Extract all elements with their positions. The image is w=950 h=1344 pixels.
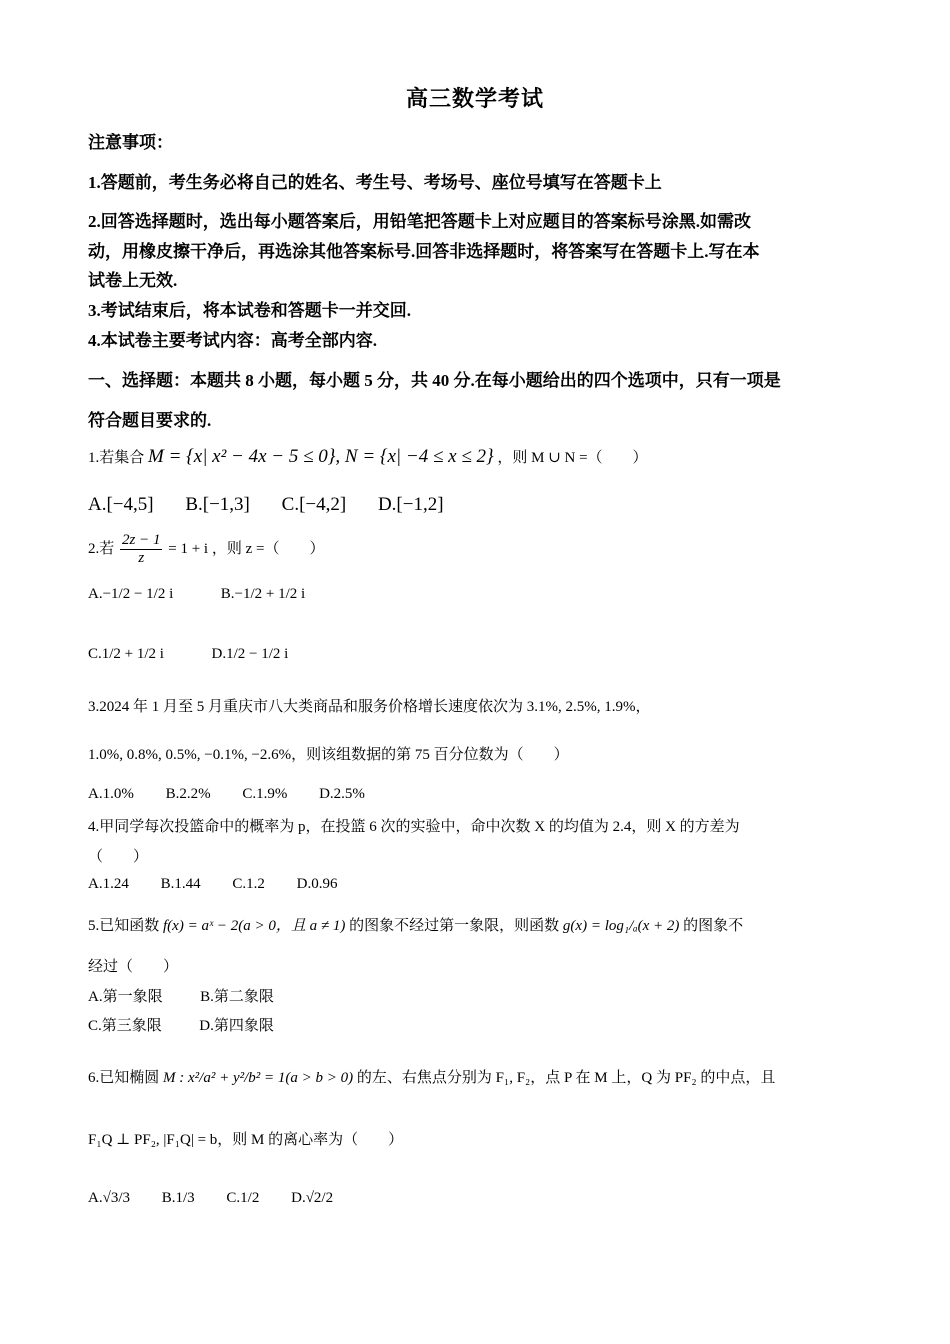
q2-option-d-text: 1/2 − 1/2 i: [226, 646, 289, 662]
question-3-line-2: 1.0%, 0.8%, 0.5%, −0.1%, −2.6%，则该组数据的第 75 百分位数为（ ）: [88, 747, 569, 763]
q5-suffix: 的图象不: [683, 918, 744, 934]
q5-prefix: 5.已知函数: [88, 918, 160, 934]
question-4-line-2: （ ）: [88, 849, 149, 865]
notice-item-1: 1.答题前，考生务必将自己的姓名、考生号、考场号、座位号填写在答题卡上: [88, 173, 662, 192]
notice-item-2-line-1: 2.回答选择题时，选出每小题答案后，用铅笔把答题卡上对应题目的答案标号涂黑.如需改: [88, 212, 751, 231]
q6-options: [88, 1190, 361, 1207]
question-5-line-1: [88, 914, 743, 935]
question-6-line-2: F₁Q ⊥ PF₂, |F₁Q| = b，则 M 的离心率为（ ）: [88, 1132, 404, 1148]
question-5-line-2: 经过（ ）: [88, 959, 179, 975]
q5-function-g: g(x) = log₁/ₐ(x + 2): [562, 918, 680, 934]
question-2: [88, 532, 324, 568]
q3-option-a: A.1.0%: [88, 786, 134, 802]
q6-ellipse-equation: M : x²/a² + y²/b² = 1(a > b > 0): [163, 1070, 354, 1086]
q5-function-f: f(x) = aˣ − 2(a > 0，且 a ≠ 1): [163, 918, 346, 934]
q2-options-row-2: [88, 646, 288, 663]
q1-option-b: B.[−1,3]: [185, 494, 250, 515]
q2-option-a-text: −1/2 − 1/2 i: [102, 586, 174, 602]
question-4-line-1: 4.甲同学每次投篮命中的概率为 p，在投篮 6 次的实验中，命中次数 X 的均值为 2.4，则 X 的方差为: [88, 819, 740, 835]
q2-option-a-label: A.: [88, 586, 103, 602]
q1-option-a: A.[−4,5]: [88, 494, 154, 515]
q2-rhs: = 1 + i: [168, 541, 209, 558]
q5-option-a: A.第一象限: [88, 989, 163, 1005]
q2-option-d-label: D.: [211, 646, 227, 662]
q2-prefix: 2.若: [88, 541, 115, 558]
q4-option-b: B.1.44: [160, 876, 201, 892]
q2-option-c-text: 1/2 + 1/2 i: [101, 646, 164, 662]
q6-option-b: B.1/3: [161, 1190, 195, 1206]
q1-options: [88, 494, 472, 516]
q5-option-b: B.第二象限: [200, 989, 274, 1005]
q5-middle: 的图象不经过第一象限，则函数: [349, 918, 560, 934]
q6-middle: 的左、右焦点分别为 F₁, F₂，点 P 在 M 上，Q 为 PF₂ 的中点，且: [356, 1070, 776, 1086]
section-1-line-2: 符合题目要求的.: [88, 411, 212, 430]
notice-item-2-line-2: 动，用橡皮擦干净后，再选涂其他答案标号.回答非选择题时，将答案写在答题卡上.写在本: [88, 242, 760, 261]
q3-option-b: B.2.2%: [165, 786, 211, 802]
q6-prefix: 6.已知椭圆: [88, 1070, 160, 1086]
q2-option-b-text: −1/2 + 1/2 i: [234, 586, 306, 602]
q3-options: [88, 786, 393, 803]
q5-options-row-1: [88, 985, 274, 1006]
q6-option-d: D.√2/2: [291, 1190, 334, 1206]
q5-option-c: C.第三象限: [88, 1018, 162, 1034]
exam-title: 高三数学考试: [405, 86, 544, 111]
q1-option-c: C.[−4,2]: [281, 494, 347, 515]
q2-option-b-label: B.: [220, 586, 235, 602]
q4-options: [88, 876, 365, 893]
q2-fraction: [120, 532, 162, 568]
q6-option-a: A.√3/3: [88, 1190, 130, 1206]
q5-options-row-2: [88, 1014, 274, 1035]
q6-option-c: C.1/2: [226, 1190, 260, 1206]
q2-options-row-1: [88, 586, 305, 603]
question-1: [88, 446, 648, 468]
q4-option-a: A.1.24: [88, 876, 129, 892]
q1-option-d: D.[−1,2]: [377, 494, 444, 515]
q2-fraction-denominator: z: [138, 550, 145, 567]
q5-option-d: D.第四象限: [199, 1018, 274, 1034]
question-6-line-1: [88, 1066, 775, 1087]
notice-heading: 注意事项：: [88, 133, 173, 152]
q4-option-d: D.0.96: [296, 876, 338, 892]
q2-option-c-label: C.: [88, 646, 102, 662]
q1-prefix: 1.若集合: [88, 450, 145, 466]
q1-set-expression: M = {x| x² − 4x − 5 ≤ 0}, N = {x| −4 ≤ x ≤ 2}: [148, 446, 494, 467]
q4-option-c: C.1.2: [232, 876, 265, 892]
q2-suffix: ，则 z =（ ）: [211, 541, 325, 558]
q1-suffix: ，则 M ∪ N =（ ）: [497, 450, 648, 466]
notice-item-3: 3.考试结束后，将本试卷和答题卡一并交回.: [88, 301, 411, 320]
question-3-line-1: 3.2024 年 1 月至 5 月重庆市八大类商品和服务价格增长速度依次为 3.1%, 2.5%, 1.9%，: [88, 699, 651, 715]
q3-option-c: C.1.9%: [242, 786, 288, 802]
q3-option-d: D.2.5%: [319, 786, 365, 802]
q2-fraction-numerator: 2z − 1: [120, 532, 162, 550]
notice-item-4: 4.本试卷主要考试内容：高考全部内容.: [88, 331, 377, 350]
notice-item-2-line-3: 试卷上无效.: [88, 271, 178, 290]
section-1-line-1: 一、选择题：本题共 8 小题，每小题 5 分，共 40 分.在每小题给出的四个选项中，只有一项是: [88, 371, 781, 390]
